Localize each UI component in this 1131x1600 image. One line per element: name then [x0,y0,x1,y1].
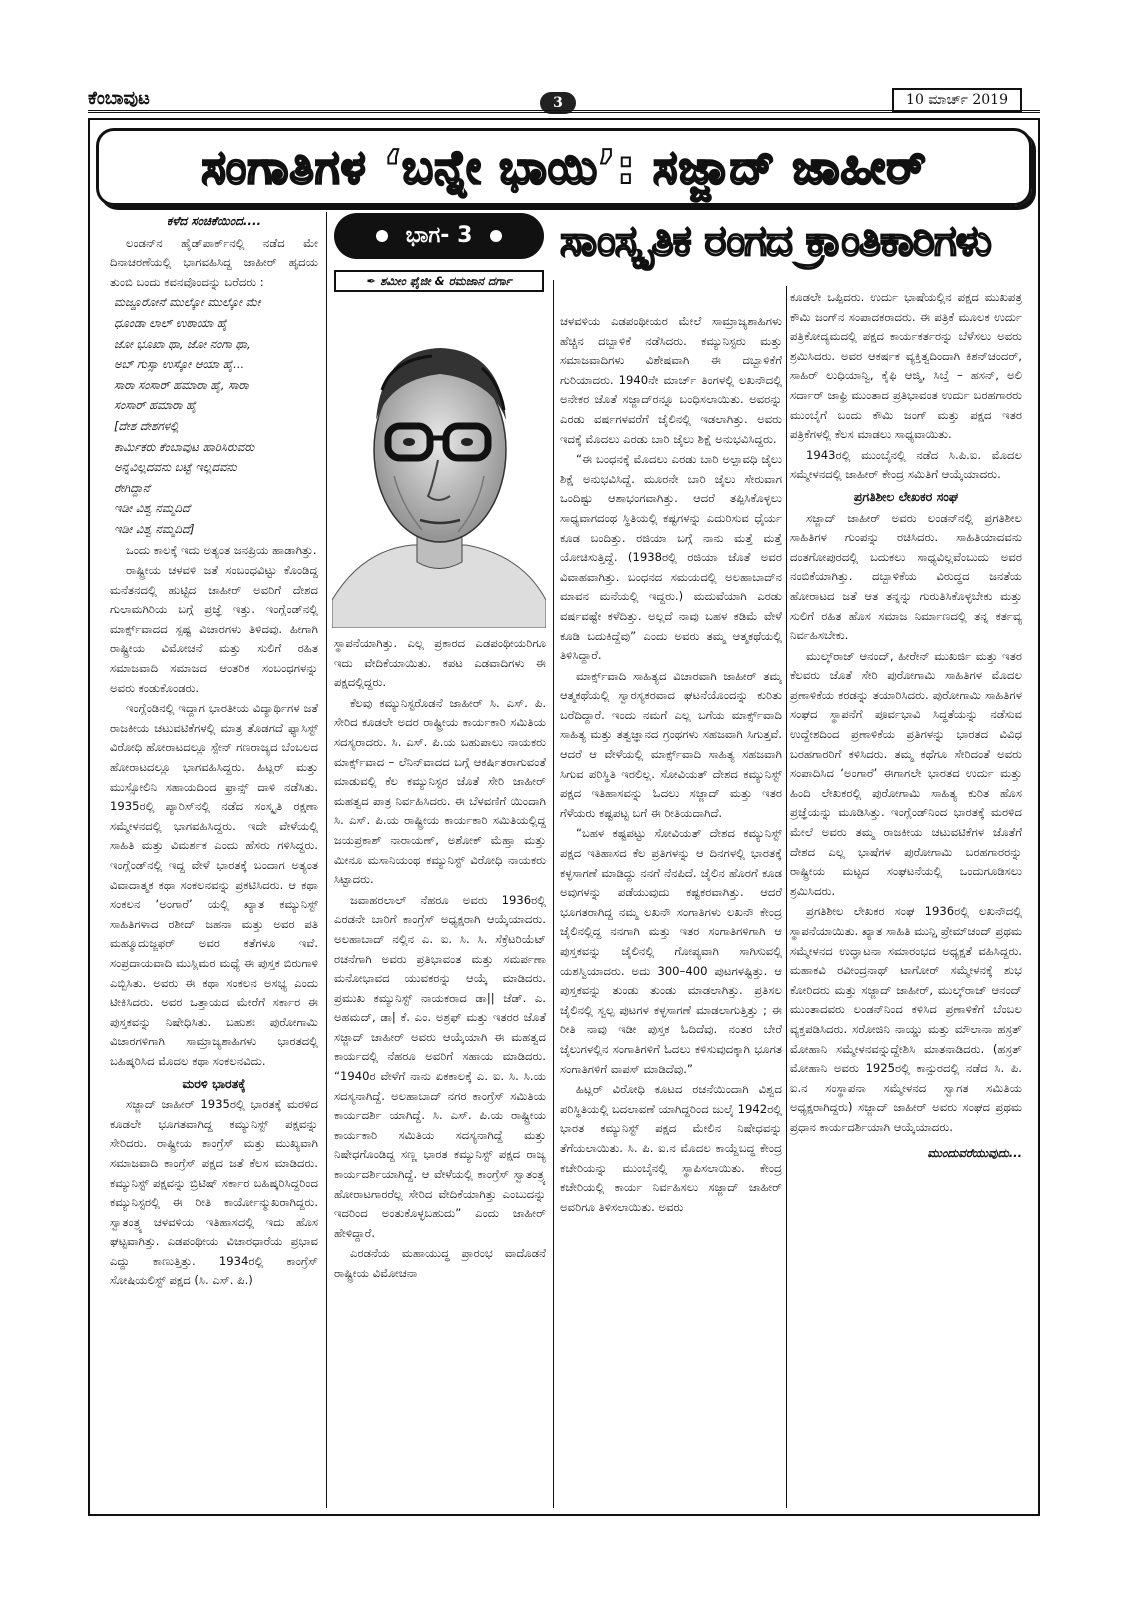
poem-line: ಧೂಂಡಾ ಲಾಲ್ ಉಠಾಯಾ ಹೈ [114,315,228,330]
paragraph: ಒಂದು ಕಾಲಕ್ಕೆ ಇದು ಅತ್ಯಂತ ಜನಪ್ರಿಯ ಹಾಡಾಗಿತ್ತು. [126,542,317,557]
poem-line: ಸಾರಾ ಸಂಸಾರ್ ಹಮಾರಾ ಹೈ, ಸಾರಾ [114,377,249,392]
paragraph: “ಈ ಬಂಧನಕ್ಕೆ ಮೊದಲು ಎರಡು ಬಾರಿ ಅಲ್ಪಾವಧಿ ಜೈಲು ಶಿಕ್ಷೆ ಅನುಭವಿಸಿದ್ದೆ. ಮೂರನೇ ಬಾರಿ ಜೈಲು ಸೇರುವಾಗ ಒಂದಿಷ್ಟು ಆಶಾಭಂಗವಾಗಿತ್ತು. ಆದರೆ ತಪ್ಪಿಸಿಕೊಳ್ಳಲು ಸಾಧ್ಯವಾಗದಂಥ ಸ್ಥಿತಿಯಲ್ಲಿ ಕಷ್ಟಗಳನ್ನು ಎದುರಿಸುವ ಧೈರ್ಯ ಕೂಡ ಬಂದಿತ್ತು. ರಜಿಯಾ ಬಗ್ಗೆ ನಾನು ಮತ್ತೆ ಮತ್ತೆ ಯೋಚಿಸುತ್ತಿದ್ದೆ. (1938ರಲ್ಲಿ ರಜಿಯಾ ಜೊತೆ ಅವರ ವಿವಾಹವಾಗಿತ್ತು. ಬಂಧನದ ಸಮಯದಲ್ಲಿ ಅಲಹಾಬಾದ್‌ನ ಮಾವನ ಮನೆಯಲ್ಲಿ ಇದ್ದರು.) ಮದುವೆಯಾಗಿ ಎರಡು ವರ್ಷವಷ್ಟೇ ಕಳೆದಿತ್ತು. ಅಲ್ಲದೆ ನಾವು ಬಹಳ ಕಡಿಮೆ ವೇಳೆ ಕೂಡಿ ಬದುಕಿದ್ದೆವು” ಎಂದು ಅವರು ತಮ್ಮ ಆತ್ಮಕಥೆಯಲ್ಲಿ ತಿಳಿಸಿದ್ದಾರೆ. [560,452,782,663]
poem [110,293,318,539]
continued-label: ಮುಂದುವರೆಯುವುದು... [927,1145,1022,1160]
column-1 [110,212,318,1512]
paragraph: ಮಾರ್ಕ್ಸ್‌ವಾದಿ ಸಾಹಿತ್ಯದ ವಿಚಾರವಾಗಿ ಜಾಹೀರ್ ತಮ್ಮ ಆತ್ಮಕಥೆಯಲ್ಲಿ ಸ್ವಾರಸ್ಯಕರವಾದ ಘಟನೆಯೊಂದನ್ನು ಕುರಿತು ಬರೆದಿದ್ದಾರೆ. ಇಂದು ನಮಗೆ ಎಲ್ಲ ಬಗೆಯ ಮಾರ್ಕ್ಸ್‌ವಾದಿ ಸಾಹಿತ್ಯ ಮತ್ತು ತತ್ವಜ್ಞಾನದ ಗ್ರಂಥಗಳು ಸಹಜವಾಗಿ ಸಿಗುತ್ತವೆ. ಆದರೆ ಆ ವೇಳೆಯಲ್ಲಿ ಮಾರ್ಕ್ಸ್‌ವಾದಿ ಸಾಹಿತ್ಯ ಸಹಜವಾಗಿ ಸಿಗುವ ಪರಿಸ್ಥಿತಿ ಇರಲಿಲ್ಲ. ಸೋವಿಯತ್ ದೇಶದ ಕಮ್ಯುನಿಸ್ಟ್ ಪಕ್ಷದ ಇತಿಹಾಸವನ್ನು ಓದಲು ಸಜ್ಜಾದ್ ಮತ್ತು ಇತರ ಗೆಳೆಯರು ಕಷ್ಟಪಟ್ಟ ಬಗೆ ಈ ರೀತಿಯದಾಗಿದೆ. [560,668,782,820]
column-divider [786,286,787,1508]
issue-date: 10 ಮಾರ್ಚ್ 2019 [892,88,1022,112]
column-divider [326,212,327,1508]
newspaper-logo: ಕೆಂಬಾವುಟ [88,88,150,109]
paragraph: ರಾಷ್ಟ್ರೀಯ ಚಳವಳಿ ಜತೆ ಸಂಬಂಧವಿಟ್ಟು ಕೊಂಡಿದ್ದ ಮನೆತನದಲ್ಲಿ ಹುಟ್ಟಿದ ಜಾಹೀರ್ ಅವರಿಗೆ ದೇಶದ ಗುಲಾಮಗಿರಿಯ ಬಗ್ಗೆ ಪ್ರಜ್ಞೆ ಇತ್ತು. ಇಂಗ್ಲೆಂಡ್‌ನಲ್ಲಿ ಮಾರ್ಕ್ಸ್‌ವಾದದ ಸ್ಪಷ್ಟ ವಿಚಾರಗಳು ತಿಳಿದವು. ಹೀಗಾಗಿ ರಾಷ್ಟ್ರೀಯ ವಿಮೋಚನೆ ಮತ್ತು ಸುಲಿಗೆ ರಹಿತ ಸಮಾಜವಾದಿ ಸಮಾಜದ ಆಂತರಿಕ ಸಂಬಂಧಗಳನ್ನು ಅವರು ಕಂಡುಕೊಂಡರು. [110,563,318,695]
paragraph: ಮುಲ್ಕ್‌ರಾಜ್ ಆನಂದ್, ಹೀರೇನ್ ಮುಖರ್ಜಿ ಮತ್ತು ಇತರ ಕೆಲವರು ಜೊತೆ ಸೇರಿ ಪುರೋಗಾಮಿ ಸಾಹಿತಿಗಳ ಮೊದಲ ಪ್ರಣಾಳಿಕೆಯ ಕರಡನ್ನು ತಯಾರಿಸಿದರು. ಪುರೋಗಾಮಿ ಸಾಹಿತಿಗಳ ಸಂಘದ ಸ್ಥಾಪನೆಗೆ ಪೂರ್ವಭಾವಿ ಸಿದ್ಧತೆಯನ್ನು ನಡೆಸುವ ಉದ್ದೇಶದಿಂದ ಪ್ರಣಾಳಿಕೆಯ ಪ್ರತಿಗಳನ್ನು ಭಾರತದ ವಿವಿಧ ಬರಹಗಾರರಿಗೆ ಕಳಿಸಿದರು. ತಮ್ಮ ಕಥೆಗೂ ಸೇರಿದಂತೆ ಅವರು ಸಂಪಾದಿಸಿದ ‘ಅಂಗಾರೆ’ ಈಗಾಗಲೇ ಭಾರತದ ಉರ್ದು ಮತ್ತು ಹಿಂದಿ ಲೇಖಕರಲ್ಲಿ ಪುರೋಗಾಮಿ ಸಾಹಿತ್ಯ ಕುರಿತ ಹೊಸ ಪ್ರಜ್ಞೆಯನ್ನು ಮೂಡಿಸಿತ್ತು. ಇಂಗ್ಲೆಂಡ್‌ನಿಂದ ಭಾರತಕ್ಕೆ ಮರಳಿದ ಮೇಲೆ ಅವರು ತಮ್ಮ ರಾಜಕೀಯ ಚಟುವಟಿಕೆಗಳ ಜೊತೆಗೆ ದೇಶದ ಎಲ್ಲ ಭಾಷೆಗಳ ಪುರೋಗಾಮಿ ಬರಹಗಾರರನ್ನು ರಾಷ್ಟ್ರೀಯ ಮಟ್ಟದ ಸಂಘಟನೆಯಲ್ಲಿ ಒಂದುಗೂಡಿಸಲು ಶ್ರಮಿಸಿದರು. [790,648,1022,898]
poem-line: ಸಂಸಾರ್ ಹಮಾರಾ ಹೈ [114,398,197,413]
poem-line: [ದೇಶ ದೇಶಗಳಲ್ಲಿ [114,418,179,433]
paragraph: 1943ರಲ್ಲಿ ಮುಂಬೈನಲ್ಲಿ ನಡೆದ ಸಿ.ಪಿ.ಐ. ಮೊದಲ ಸಮ್ಮೇಳನದಲ್ಲಿ ಜಾಹೀರ್ ಕೇಂದ್ರ ಸಮಿತಿಗೆ ಆಯ್ಕೆಯಾದರು. [790,447,1022,482]
masthead-rule [88,110,1040,113]
section-title: ಸಾಂಸ್ಕೃತಿಕ ರಂಗದ ಕ್ರಾಂತಿಕಾರಿಗಳು [560,216,991,265]
paragraph: ಚಳವಳಿಯ ಎಡಪಂಥೀಯರ ಮೇಲೆ ಸಾಮ್ರಾಜ್ಯಶಾಹಿಗಳು ಹೆಚ್ಚಿನ ದಬ್ಬಾಳಿಕೆ ನಡೆಸಿದರು. ಕಮ್ಯುನಿಸ್ಟರು ಮತ್ತು ಸಮಾಜವಾದಿಗಳು ವಿಶೇಷವಾಗಿ ಈ ದಬ್ಬಾಳಿಕೆಗೆ ಗುರಿಯಾದರು. 1940ನೇ ಮಾರ್ಚ್ ತಿಂಗಳಲ್ಲಿ ಲಖನೌದಲ್ಲಿ ಅನೇಕರ ಜೊತೆ ಸಜ್ಜಾದ್‌ರನ್ನೂ ಬಂಧಿಸಲಾಯಿತು. ಅವರನ್ನು ಎರಡು ವರ್ಷಗಳವರೆಗೆ ಜೈಲಿನಲ್ಲಿ ಇಡಲಾಗಿತ್ತು. ಅವರು ಇದಕ್ಕೆ ಮೊದಲು ಎರಡು ಬಾರಿ ಜೈಲು ಶಿಕ್ಷೆ ಅನುಭವಿಸಿದ್ದರು. [560,314,782,446]
poem-line: ಜೋ ಭೂಖಾ ಥಾ, ಜೋ ನಂಗಾ ಥಾ, [114,336,251,351]
paragraph: ಇಂಗ್ಲೆಂಡಿನಲ್ಲಿ ಇದ್ದಾಗ ಭಾರತೀಯ ವಿದ್ಯಾರ್ಥಿಗಳ ಜತೆ ರಾಜಕೀಯ ಚಟುವಟಿಕೆಗಳಲ್ಲಿ ಮಾತ್ರ ತೊಡಗದೆ ಫ್ಯಾಸಿಸ್ಟ್ ವಿರೋಧಿ ಹೋರಾಟದಲ್ಲೂ ಸ್ಪೇನ್ ಗಣರಾಜ್ಯದ ಬೆಂಬಲದ ಹೋರಾಟದಲ್ಲೂ ಭಾಗವಹಿಸಿದ್ದರು. ಹಿಟ್ಲರ್ ಮತ್ತು ಮುಸ್ಸೋಲಿನಿ ಸಹಾಯದಿಂದ ಫ್ರಾನ್ಸ್ ದಾಳಿ ನಡೆಸಿತು. 1935ರಲ್ಲಿ ಪ್ಯಾರಿಸ್‌ನಲ್ಲಿ ನಡೆದ ಸಂಸ್ಕೃತಿ ರಕ್ಷಣಾ ಸಮ್ಮೇಳನದಲ್ಲಿ ಭಾಗವಹಿಸಿದ್ದರು. ಇದೇ ವೇಳೆಯಲ್ಲಿ ಸಾಹಿತಿ ಮತ್ತು ವಿಮರ್ಶಕ ಎಂದು ಹೆಸರು ಗಳಿಸಿದ್ದರು. ಇಂಗ್ಲೆಂಡ್‌ನಲ್ಲಿ ಇದ್ದ ವೇಳೆ ಭಾರತಕ್ಕೆ ಬಂದಾಗ ಅತ್ಯಂತ ವಿವಾದಾತ್ಮಕ ಕಥಾ ಸಂಕಲನವನ್ನು ಪ್ರಕಟಿಸಿದರು. ಆ ಕಥಾ ಸಂಕಲನ ‘ಅಂಗಾರೆ’ ಯಲ್ಲಿ ಖ್ಯಾತ ಕಮ್ಯುನಿಸ್ಟ್ ಸಾಹಿತಿಗಳಾದ ರಶೀದ್ ಜಹನಾ ಮತ್ತು ಅವರ ಪತಿ ಮಹ್ಮೂದುಜ್ಜಫರ್ ಅವರ ಕತೆಗಳೂ ಇವೆ. ಸಂಪ್ರದಾಯವಾದಿ ಮುಸ್ಲಿಮರ ಮಧ್ಯೆ ಈ ಪುಸ್ತಕ ಬಿರುಗಾಳಿ ಎಬ್ಬಿಸಿತು. ಅವರು ಈ ಕಥಾ ಸಂಕಲನ ಅಸಭ್ಯ ಎಂದು ಟೀಕಿಸಿದರು. ಅವರ ಒತ್ತಾಯದ ಮೇರೆಗೆ ಸರ್ಕಾರ ಈ ಪುಸ್ತಕವನ್ನು ನಿಷೇಧಿಸಿತು. ಬಹುಶಃ ಪುರೋಗಾಮಿ ವಿಚಾರಗಳಿಗಾಗಿ ಸಾಮ್ರಾಜ್ಯಶಾಹಿಗಳು ಭಾರತದಲ್ಲಿ ಬಹಿಷ್ಕರಿಸಿದ ಮೊದಲ ಕಥಾ ಸಂಕಲನವಿದು. [110,701,318,1068]
headline: ಸಂಗಾತಿಗಳ ‘ಬನ್ನೇ ಭಾಯಿ’: ಸಜ್ಜಾದ್ ಜಾಹೀರ್ [96,128,1032,206]
pen-icon: ✒ [366,274,381,288]
poem-line: ಇಡೀ ವಿಶ್ವ ನಮ್ಮದಿದೆ [114,501,190,516]
bullet-dot-icon [490,230,502,242]
masthead [88,88,1040,114]
poem-line: ಕಾರ್ಮಿಕರು ಕೆಂಬಾವುಟ ಹಾರಿಸಿರುವರು [114,439,255,454]
paragraph: ಸಜ್ಜಾದ್ ಜಾಹೀರ್ ಅವರು ಲಂಡನ್‌ನಲ್ಲಿ ಪ್ರಗತಿಶೀಲ ಸಾಹಿತಿಗಳ ಗುಂಪನ್ನು ರಚಿಸಿದರು. ಸಾಹಿತಿಯಾದವನು ದಂತಗೋಪುರದಲ್ಲಿ ಬದುಕಲು ಸಾಧ್ಯವಿಲ್ಲವೆಂಬುದು ಅವರ ನಂಬಿಕೆಯಾಗಿತ್ತು. ದಬ್ಬಾಳಿಕೆಯ ವಿರುದ್ಧದ ಜನತೆಯ ಹೋರಾಟದ ಜತೆ ಆತ ತನ್ನನ್ನು ಗುರುತಿಸಿಕೊಳ್ಳಬೇಕು ಮತ್ತು ಸುಲಿಗೆ ರಹಿತ ಹೊಸ ಸಮಾಜ ನಿರ್ಮಾಣದಲ್ಲಿ ತನ್ನ ಕರ್ತವ್ಯ ನಿರ್ವಹಿಸಬೇಕು. [790,510,1022,643]
poem-line: ಅಬ್ ಗುಸ್ಸಾ ಉಸ್ಕೋ ಆಯಾ ಹೈ... [114,357,245,372]
paragraph: ಹಿಟ್ಲರ್ ವಿರೋಧಿ ಕೂಟದ ರಚನೆಯಿಂದಾಗಿ ವಿಶ್ವದ ಪರಿಸ್ಥಿತಿಯಲ್ಲಿ ಬದಲಾವಣೆ ಯಾಗಿದ್ದರಿಂದ ಜುಲೈ 1942ರಲ್ಲಿ ಭಾರತ ಕಮ್ಯುನಿಸ್ಟ್ ಪಕ್ಷದ ಮೇಲಿನ ನಿಷೇಧವನ್ನು ತೆಗೆಯಲಾಯಿತು. ಸಿ. ಪಿ. ಐ.ನ ಮೊದಲ ಕಾಯ್ದೆಬದ್ಧ ಕೇಂದ್ರ ಕಚೇರಿಯನ್ನು ಮುಂಬೈನಲ್ಲಿ ಸ್ಥಾಪಿಸಲಾಯಿತು. ಕೇಂದ್ರ ಕಚೇರಿಯಲ್ಲಿ ಕಾರ್ಯ ನಿರ್ವಹಿಸಲು ಸಜ್ಜಾದ್ ಜಾಹೀರ್ ಅವರಿಗೂ ತಿಳಿಸಲಾಯಿತು. ಅವರು [560,1082,782,1214]
part-badge [334,213,544,259]
paragraph: ಎರಡನೆಯ ಮಹಾಯುದ್ಧ ಪ್ರಾರಂಭ ವಾದೊಡನೆ ರಾಷ್ಟ್ರೀಯ ವಿಮೋಚನಾ [334,1246,546,1280]
portrait-sketch [332,300,546,628]
poem-line: ರೇಗಿದ್ದಾನೆ [114,480,150,495]
poem-line: ಮಜ್ದೂರೋನೆ ಮುಲ್ಕೋ ಮುಲ್ಕೋ ಮೇ [114,295,261,310]
author-names: ಶಮೀಂ ಫೈಜೀ & ರಮಜಾನ ದರ್ಗಾ [380,274,512,288]
byline [334,270,544,292]
bullet-dot-icon [376,230,388,242]
paragraph: ಪ್ರಗತಿಶೀಲ ಲೇಖಕರ ಸಂಘ 1936ರಲ್ಲಿ ಲಖನೌದಲ್ಲಿ ಸ್ಥಾಪನೆಯಾಯಿತು. ಖ್ಯಾತ ಸಾಹಿತಿ ಮುನ್ಷಿ ಪ್ರೇಮ್‌ಚಂದ್ ಪ್ರಥಮ ಸಮ್ಮೇಳನದ ಉದ್ಘಾಟನಾ ಸಮಾರಂಭದ ಅಧ್ಯಕ್ಷತೆ ವಹಿಸಿದ್ದರು. ಮಹಾಕವಿ ರವೀಂದ್ರನಾಥ್ ಟಾಗೋರ್ ಸಮ್ಮೇಳನಕ್ಕೆ ಶುಭ ಕೋರಿದರು ಮತ್ತು ಸಜ್ಜಾದ್ ಜಾಹೀರ್, ಮುಲ್ಕ್‌ರಾಜ್ ಆನಂದ್ ಮುಂತಾದವರು ಲಂಡನ್‌ನಿಂದ ಕಳಿಸಿದ ಪ್ರಣಾಳಿಕೆಗೆ ಬೆಂಬಲ ವ್ಯಕ್ತಪಡಿಸಿದರು. ಸರೋಜಿನಿ ನಾಯ್ಡು ಮತ್ತು ಮೌಲಾನಾ ಹಸ್ರತ್ ಮೋಹಾನಿ ಸಮ್ಮೇಳನವನ್ನುದ್ದೇಶಿಸಿ ಮಾತನಾಡಿದರು. (ಹಸ್ರತ್ ಮೋಹಾನಿ ಅವರು 1925ರಲ್ಲಿ ಕಾನ್ಪುರದಲ್ಲಿ ನಡೆದ ಸಿ. ಪಿ. ಐ.ನ ಸಂಸ್ಥಾಪನಾ ಸಮ್ಮೇಳನದ ಸ್ವಾಗತ ಸಮಿತಿಯ ಅಧ್ಯಕ್ಷರಾಗಿದ್ದರು) ಸಜ್ಜಾದ್ ಜಾಹೀರ್ ಅವರು ಸಂಘದ ಪ್ರಥಮ ಪ್ರಧಾನ ಕಾರ್ಯದರ್ಶಿಯಾಗಿ ಆಯ್ಕೆಯಾದರು. [790,904,1022,1134]
column-4 [790,288,1022,1496]
continued-from-label: ಕಳೆದ ಸಂಚಿಕೆಯಿಂದ.... [166,214,262,228]
page-number: 3 [540,92,576,114]
column-divider [553,280,554,1508]
paragraph: ಜವಾಹರಲಾಲ್ ನೆಹರೂ ಅವರು 1936ರಲ್ಲಿ ಎರಡನೇ ಬಾರಿಗೆ ಕಾಂಗ್ರೆಸ್ ಅಧ್ಯಕ್ಷರಾಗಿ ಆಯ್ಕೆಯಾದರು. ಅಲಹಾಬಾದ್ ನಲ್ಲಿನ ಎ. ಐ. ಸಿ. ಸಿ. ಸೆಕ್ರೆಟರಿಯೆಟ್ ರಚನೆಗಾಗಿ ಅವರು ಪ್ರತಿಭಾವಂತ ಮತ್ತು ಸಮರ್ಪಣಾ ಮನೋಭಾವದ ಯುವಕರನ್ನು ಆಯ್ಕೆ ಮಾಡಿದರು. ಪ್ರಮುಖ ಕಮ್ಯುನಿಸ್ಟ್ ನಾಯಕರಾದ ಡಾ|| ಜೆಡ್. ಎ. ಅಹಮದ್, ಡಾ| ಕೆ. ಎಂ. ಅಶ್ರಫ್ ಮತ್ತು ಇತರರ ಜೊತೆ ಸಜ್ಜಾದ್ ಜಾಹೀರ್ ಅವರು ಆಯ್ಕೆಯಾಗಿ ಈ ಮಹತ್ವದ ಕಾರ್ಯದಲ್ಲಿ ನೆಹರೂ ಅವರಿಗೆ ಸಹಾಯ ಮಾಡಿದರು. “1940ರ ವೇಳೆಗೆ ನಾನು ಏಕಕಾಲಕ್ಕೆ ಎ. ಐ. ಸಿ. ಸಿ.ಯ ಸದಸ್ಯನಾಗಿದ್ದೆ. ಅಲಹಾಬಾದ್ ನಗರ ಕಾಂಗ್ರೆಸ್ ಸಮಿತಿಯ ಕಾರ್ಯದರ್ಶಿ ಯಾಗಿದ್ದೆ. ಸಿ. ಎಸ್. ಪಿ.ಯ ರಾಷ್ಟ್ರೀಯ ಕಾರ್ಯಕಾರಿ ಸಮಿತಿಯ ಸದಸ್ಯನಾಗಿದ್ದೆ ಮತ್ತು ನಿಷೇಧಗೊಂಡಿದ್ದ ಸಣ್ಣ ಭಾರತ ಕಮ್ಯುನಿಸ್ಟ್ ಪಕ್ಷದ ರಾಜ್ಯ ಕಾರ್ಯದರ್ಶಿಯಾಗಿದ್ದೆ. ಆ ವೇಳೆಯಲ್ಲಿ ಕಾಂಗ್ರೆಸ್ ಸ್ವಾತಂತ್ರ್ಯ ಹೋರಾಟಗಾರರೆಲ್ಲ ಸೇರಿದ ವೇದಿಕೆಯಾಗಿತ್ತು ಎಂಬುದನ್ನು ಇದರಿಂದ ಅಂತುಕೊಳ್ಳಬಹುದು” ಎಂದು ಜಾಹೀರ್ ಹೇಳಿದ್ದಾರೆ. [334,892,546,1240]
paragraph: ಕೂಡಲೇ ಒಪ್ಪಿದರು. ಉರ್ದು ಭಾಷೆಯಲ್ಲಿನ ಪಕ್ಷದ ಮುಖಪತ್ರ ಕೌಮಿ ಜಂಗ್‌ನ ಸಂಪಾದಕರಾದರು. ಈ ಪತ್ರಿಕೆ ಮೂಲಕ ಉರ್ದು ಪತ್ರಿಕೋದ್ಯಮದಲ್ಲಿ ಪಕ್ಷದ ಕಾರ್ಯಕರ್ತರನ್ನು ಬೆಳೆಸಲು ಅವರು ಶ್ರಮಿಸಿದರು. ಅವರ ಆಕರ್ಷಕ ವ್ಯಕ್ತಿತ್ವದಿಂದಾಗಿ ಕಿಶನ್‌ಚಂದರ್, ಸಾಹಿರ್ ಲುಧಿಯಾನ್ವಿ, ಕೈಫಿ ಆಜ್ಮಿ, ಸಿಬ್ತೆ – ಹಸನ್, ಅಲಿ ಸರ್ದಾರ್ ಜಾಫ್ರಿ ಮುಂತಾದ ಪ್ರತಿಭಾವಂತ ಉರ್ದು ಬರಹಗಾರರು ಮುಂಬೈಗೆ ಬಂದು ಕೌಮಿ ಜಂಗ್ ಮತ್ತು ಪಕ್ಷದ ಇತರ ಪತ್ರಿಕೆಗಳಲ್ಲಿ ಕೆಲಸ ಮಾಡಲು ಸಾಧ್ಯವಾಯಿತು. [790,290,1022,442]
section-heading: ಪ್ರಗತಿಶೀಲ ಲೇಖಕರ ಸಂಘ [853,488,959,504]
paragraph: ಕೆಲವು ಕಮ್ಯುನಿಸ್ಟರೊಡನೆ ಜಾಹೀರ್ ಸಿ. ಎಸ್. ಪಿ. ಸೇರಿದ ಕೂಡಲೇ ಅದರ ರಾಷ್ಟ್ರೀಯ ಕಾರ್ಯಕಾರಿ ಸಮಿತಿಯ ಸದಸ್ಯರಾದರು. ಸಿ. ಎಸ್. ಪಿ.ಯ ಬಹುಪಾಲು ನಾಯಕರು ಮಾರ್ಕ್ಸ್‌ವಾದ – ಲೆನಿನ್‌ವಾದದ ಬಗ್ಗೆ ಆಕರ್ಷಿತರಾಗುವಂತೆ ಮಾಡುವಲ್ಲಿ ಕೆಲ ಕಮ್ಯುನಿಸ್ಟರ ಜೊತೆ ಸೇರಿ ಜಾಹೀರ್ ಮಹತ್ವದ ಪಾತ್ರ ನಿರ್ವಹಿಸಿದರು. ಈ ಬೆಳವಣಿಗೆ ಯಿಂದಾಗಿ ಸಿ. ಎಸ್. ಪಿ.ಯ ರಾಷ್ಟ್ರೀಯ ಕಾರ್ಯಕಾರಿ ಸಮಿತಿಯಲ್ಲಿದ್ದ ಜಯಪ್ರಕಾಶ್ ನಾರಾಯಣ್, ಅಶೋಕ್ ಮೆಹ್ತಾ ಮತ್ತು ಮೀನೂ ಮಸಾನಿಯಂಥ ಕಮ್ಯುನಿಸ್ಟ್ ವಿರೋಧಿ ನಾಯಕರು ಸಿಟ್ಟಾದರು. [334,695,546,887]
paragraph: ಲಂಡನ್‌ನ ಹೈಡ್‌ಪಾರ್ಕ್‌ನಲ್ಲಿ ನಡೆದ ಮೇ ದಿನಾಚರಣೆಯಲ್ಲಿ ಭಾಗವಹಿಸಿದ್ದ ಜಾಹೀರ್ ಹೃದಯ ತುಂಬಿ ಬಂದು ಕವನವೊಂದನ್ನು ಬರೆದರು : [110,235,318,289]
section-heading: ಮರಳಿ ಭಾರತಕ್ಕೆ [182,1075,246,1091]
column-2 [334,634,546,1496]
poem-line: ಅನ್ನವಿಲ್ಲದವನು ಬಟ್ಟೆ ಇಲ್ಲದವನು [114,460,237,475]
paragraph: ಸ್ಥಾಪನೆಯಾಗಿತ್ತು. ಎಲ್ಲ ಪ್ರಕಾರದ ಎಡಪಂಥೀಯರಿಗೂ ಇದು ವೇದಿಕೆಯಾಯಿತು. ಕಪಟ ಎಡವಾದಿಗಳು ಈ ಪಕ್ಷದಲ್ಲಿದ್ದರು. [334,636,546,690]
poem-line: ಇಡೀ ವಿಶ್ವ ನಮ್ಮದಿದೆ] [114,521,195,536]
part-label: ಭಾಗ- 3 [405,223,473,248]
paragraph: ಸಜ್ಜಾದ್ ಜಾಹೀರ್ 1935ರಲ್ಲಿ ಭಾರತಕ್ಕೆ ಮರಳಿದ ಕೂಡಲೇ ಭೂಗತವಾಗಿದ್ದ ಕಮ್ಯುನಿಸ್ಟ್ ಪಕ್ಷವನ್ನು ಸೇರಿದರು. ರಾಷ್ಟ್ರೀಯ ಕಾಂಗ್ರೆಸ್ ಮತ್ತು ಮುಖ್ಯವಾಗಿ ಸಮಾಜವಾದಿ ಕಾಂಗ್ರೆಸ್ ಪಕ್ಷದ ಜತೆ ಕೆಲಸ ಮಾಡಿದರು. ಕಮ್ಯುನಿಸ್ಟ್ ಪಕ್ಷವನ್ನು ಬ್ರಿಟಿಷ್ ಸರ್ಕಾರ ಬಹಿಷ್ಕರಿಸಿದ್ದರಿಂದ ಕಮ್ಯುನಿಸ್ಟರಲ್ಲಿ ಈ ರೀತಿ ಕಾರ್ಯೋನ್ಮುಖರಾಗಿದ್ದರು. ಸ್ವಾತಂತ್ರ್ಯ ಚಳವಳಿಯ ಇತಿಹಾಸದಲ್ಲಿ ಇದು ಹೊಸ ಘಟ್ಟವಾಗಿತ್ತು. ಎಡಪಂಥೀಯ ವಿಚಾರಧಾರೆಯ ಪ್ರಭಾವ ಎದ್ದು ಕಾಣುತ್ತಿತ್ತು. 1934ರಲ್ಲಿ ಕಾಂಗ್ರೆಸ್ ಸೋಷಿಯಲಿಸ್ಟ್ ಪಕ್ಷದ (ಸಿ. ಎಸ್. ಪಿ.) [110,1097,318,1288]
paragraph: “ಬಹಳ ಕಷ್ಟಪಟ್ಟು ಸೋವಿಯತ್ ದೇಶದ ಕಮ್ಯುನಿಸ್ಟ್ ಪಕ್ಷದ ಇತಿಹಾಸದ ಕೆಲ ಪ್ರತಿಗಳನ್ನು ಆ ದಿನಗಳಲ್ಲಿ ಭಾರತಕ್ಕೆ ಕಳ್ಳಸಾಗಣೆ ಮಾಡಿದ್ದು ನನಗೆ ನೆನಪಿದೆ. ಜೈಲಿನ ಹೊರಗೆ ಕೂಡ ಅವುಗಳನ್ನು ಪಡೆಯುವುದು ಕಷ್ಟಕರವಾಗಿತ್ತು. ಆದರೆ ಭೂಗತರಾಗಿದ್ದ ನಮ್ಮ ಲಖನೌ ಸಂಗಾತಿಗಳು ಲಖನೌ ಕೇಂದ್ರ ಜೈಲಿನಲ್ಲಿದ್ದ ನನಗಾಗಿ ಮತ್ತು ಇತರ ಸಂಗಾತಿಗಳಿಗಾಗಿ ಆ ಪುಸ್ತಕವನ್ನು ಜೈಲಿನಲ್ಲಿ ಗೋಪ್ಯವಾಗಿ ಸಾಗಿಸುವಲ್ಲಿ ಯಶಸ್ವಿಯಾದರು. ಅದು 300–400 ಪುಟಗಳಷ್ಟಿತ್ತು. ಆ ಪುಸ್ತಕವನ್ನು ತುಂಡು ತುಂಡು ಮಾಡಲಾಗಿತ್ತು. ಪ್ರತಿಸಲ ಜೈಲಿನಲ್ಲಿ ಸ್ವಲ್ಪ ಪುಟಗಳ ಕಳ್ಳಸಾಗಣೆ ಮಾಡಲಾಗುತ್ತಿತ್ತು ; ಈ ರೀತಿ ನಾವು ಇಡೀ ಪುಸ್ತಕ ಓದಿದೆವು. ನಂತರ ಬೇರೆ ಜೈಲುಗಳಲ್ಲಿನ ಸಂಗಾತಿಗಳಿಗೆ ಓದಲು ಕಳಿಸುವುದಕ್ಕಾಗಿ ಭೂಗತ ಸಂಗಾತಿಗಳಿಗೆ ವಾಪಸ್ ಮಾಡಿದೆವು.” [560,826,782,1076]
column-3 [560,312,782,1496]
